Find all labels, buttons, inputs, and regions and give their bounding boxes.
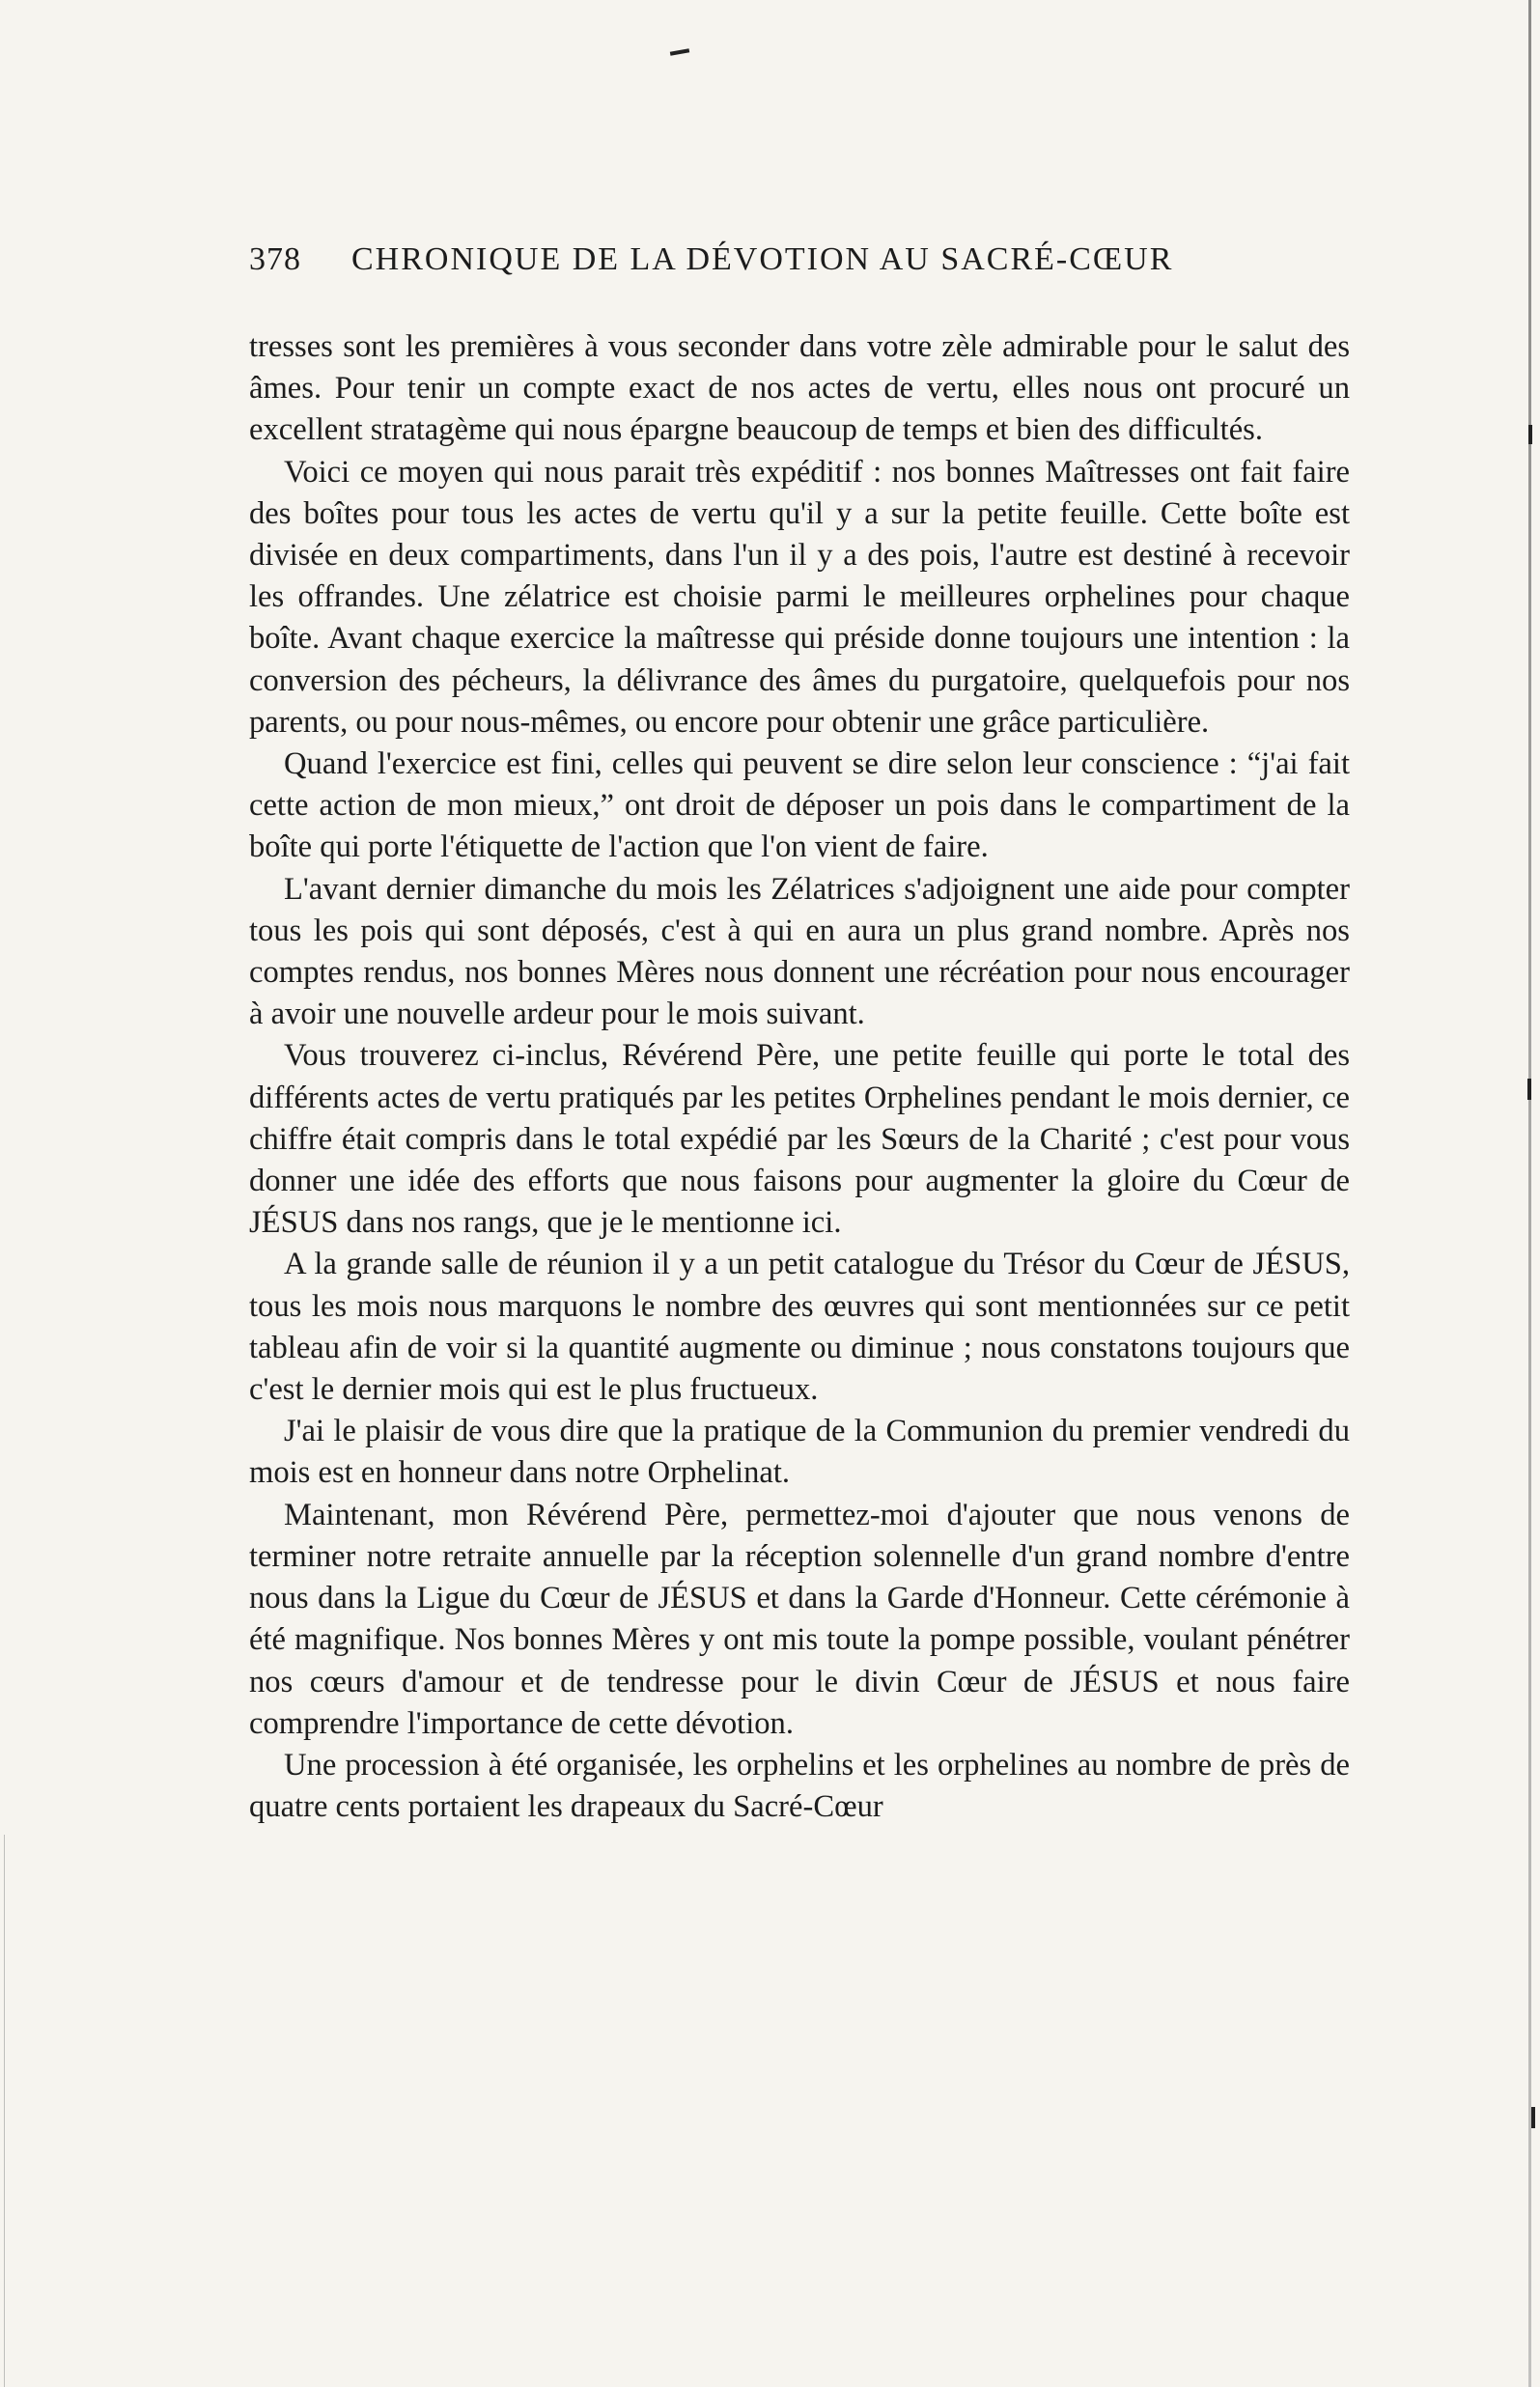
running-title: CHRONIQUE DE LA DÉVOTION AU SACRÉ-CŒUR — [351, 241, 1174, 277]
paragraph: A la grande salle de réunion il y a un petit catalogue du Trésor du Cœur de JÉSUS, tous les mois nous marquons le nombre des œuvres qui sont mentionnées sur ce petit tableau afin de voir si la quantité augmente ou diminue ; nous constatons toujours que c'est le dernier mois qui est le plus fructueux. — [249, 1247, 1350, 1408]
paragraph: tresses sont les premières à vous seconder dans votre zèle admirable pour le salut des âmes. Pour tenir un compte exact de nos actes de vertu, elles nous ont procuré un excellent stratagème qui nous épargne beaucoup de temps et bien des difficultés. — [249, 329, 1350, 448]
scan-speck — [1531, 2107, 1535, 2128]
scan-speck — [670, 48, 689, 55]
scan-edge-line — [1528, 0, 1531, 2387]
paragraph: Une procession à été organisée, les orphelins et les orphelines au nombre de près de quatre cents portaient les drapeaux du Sacré-Cœur — [249, 1747, 1350, 1825]
page-number: 378 — [249, 241, 301, 277]
scan-speck — [1527, 1079, 1531, 1100]
running-head — [249, 241, 1350, 284]
scan-speck — [1528, 425, 1532, 444]
body-text — [249, 326, 1350, 1828]
paragraph: L'avant dernier dimanche du mois les Zélatrices s'adjoignent une aide pour compter tous les pois qui sont déposés, c'est à qui en aura un plus grand nombre. Après nos comptes rendus, nos bonnes Mères nous donnent une récréation pour nous encourager à avoir une nouvelle ardeur pour le mois suivant. — [249, 871, 1350, 1032]
paragraph: Quand l'exercice est fini, celles qui peuvent se dire selon leur conscience : “j'ai fait cette action de mon mieux,” ont droit de déposer un pois dans le compartiment de la boîte qui porte l'étiquette de l'action que l'on vient de faire. — [249, 746, 1350, 865]
book-page — [249, 241, 1350, 1828]
paragraph: Maintenant, mon Révérend Père, permettez-moi d'ajouter que nous venons de terminer notre retraite annuelle par la réception solennelle d'un grand nombre d'entre nous dans la Ligue du Cœur de JÉSUS et dans la Garde d'Honneur. Cette cérémonie à été magnifique. Nos bonnes Mères y ont mis toute la pompe possible, voulant pénétrer nos cœurs d'amour et de tendresse pour le divin Cœur de JÉSUS et nous faire comprendre l'importance de cette dévotion. — [249, 1497, 1350, 1741]
paragraph: J'ai le plaisir de vous dire que la pratique de la Communion du premier vendredi du mois est en honneur dans notre Orphelinat. — [249, 1414, 1350, 1491]
paragraph: Voici ce moyen qui nous parait très expéditif : nos bonnes Maîtresses ont fait faire des boîtes pour tous les actes de vertu qu'il y a sur la petite feuille. Cette boîte est divisée en deux compartiments, dans l'un il y a des pois, l'autre est destiné à recevoir les offrandes. Une zélatrice est choisie parmi le meilleures orphelines pour chaque boîte. Avant chaque exercice la maîtresse qui préside donne toujours une intention : la conversion des pécheurs, la délivrance des âmes du purgatoire, quelquefois pour nos parents, ou pour nous-mêmes, ou encore pour obtenir une grâce particulière. — [249, 454, 1350, 740]
scan-left-line — [4, 1835, 5, 2387]
paragraph: Vous trouverez ci-inclus, Révérend Père, une petite feuille qui porte le total des différents actes de vertu pratiqués par les petites Orphelines pendant le mois dernier, ce chiffre était compris dans le total expédié par les Sœurs de la Charité ; c'est pour vous donner une idée des efforts que nous faisons pour augmenter la gloire du Cœur de JÉSUS dans nos rangs, que je le mentionne ici. — [249, 1038, 1350, 1241]
